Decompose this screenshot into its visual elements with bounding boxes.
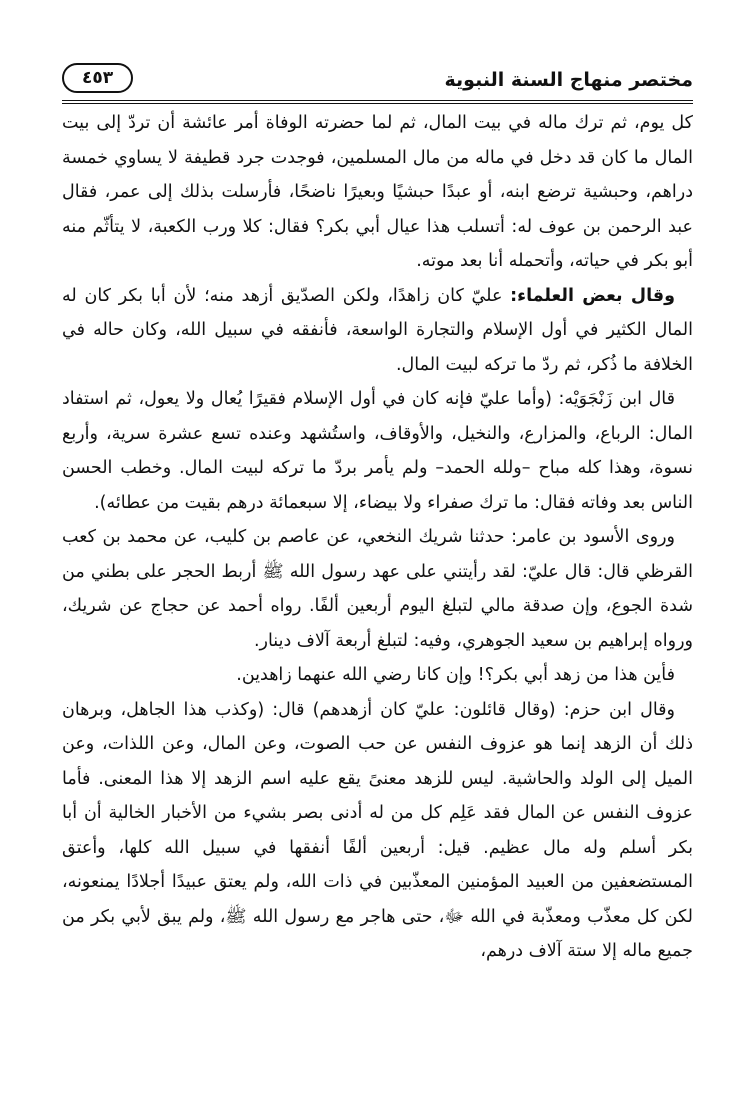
paragraph-text: وروى الأسود بن عامر: حدثنا شريك النخعي، عن عاصم بن كليب، عن محمد بن كعب القرظي قال: قال عليّ: لقد رأيتني على عهد رسول الله ﷺ أربط الحجر على بطني من شدة الجوع، وإن صدقة مالي لتبلغ اليوم أربعين ألفًا. رواه أحمد عن حجاج عن شريك، ورواه إبراهيم بن سعيد الجوهري، وفيه: لتبلغ أربعة آلاف دينار. [62, 527, 693, 651]
paragraph-text: قال ابن زَنْجَوَيْه: (وأما عليّ فإنه كان في أول الإسلام فقيرًا يُعال ولا يعول، ثم استفاد المال: الرباع، والمزارع، والنخيل، والأوقاف، واستُشهد وعنده تسع عشرة سرية، وأربع نسوة، وهذا كله مباح –ولله الحمد– ولم يأمر بردّ ما تركه لبيت المال. وخطب الحسن الناس بعد وفاته فقال: ما ترك صفراء ولا بيضاء، إلا سبعمائة درهم بقيت من عطائه). [62, 389, 693, 513]
header-rule [62, 100, 693, 104]
paragraph-3 [62, 382, 693, 520]
page-body [62, 106, 693, 969]
running-title: مختصر منهاج السنة النبوية [444, 69, 693, 91]
page-number: ٤٥٣ [62, 63, 133, 93]
paragraph-1 [62, 106, 693, 279]
paragraph-text: عليّ كان زاهدًا، ولكن الصدّيق أزهد منه؛ لأن أبا بكر كان له المال الكثير في أول الإسلام والتجارة الواسعة، فأنفقه في سبيل الله، وكان حاله في الخلافة ما ذُكر، ثم ردّ ما تركه لبيت المال. [62, 285, 693, 375]
paragraph-6 [62, 693, 693, 969]
paragraph-text: فأين هذا من زهد أبي بكر؟! وإن كانا رضي الله عنهما زاهدين. [236, 665, 675, 685]
page-header [62, 62, 693, 98]
paragraph-text: وقال ابن حزم: (وقال قائلون: عليّ كان أزهدهم) قال: (وكذب هذا الجاهل، وبرهان ذلك أن الزهد إنما هو عزوف النفس عن حب الصوت، وعن المال، وعن اللذات، وعن الميل إلى الولد والحاشية. ليس للزهد معنىً يقع عليه اسم الزهد إلا هذا المعنى. فأما عزوف النفس عن المال فقد عَلِم كل من له أدنى بصر بشيء من الأخبار الخالية أن أبا بكر أسلم وله مال عظيم. قيل: أربعين ألفًا أنفقها في سبيل الله كلها، وأعتق المستضعفين من العبيد المؤمنين المعذّبين في ذات الله، ولم يعتق عبيدًا أجلادًا يمنعونه، لكن كل معذّب ومعذّبة في الله ﷻ، حتى هاجر مع رسول الله ﷺ، ولم يبق لأبي بكر من جميع ماله إلا ستة آلاف درهم، [62, 699, 693, 961]
paragraph-text: كل يوم، ثم ترك ماله في بيت المال، ثم لما حضرته الوفاة أمر عائشة أن تردّ إلى بيت المال ما كان قد دخل في ماله من مال المسلمين، فوجدت جرد قطيفة لا يساوي خمسة دراهم، وحبشية ترضع ابنه، أو عبدًا حبشيًا وبعيرًا ناضحًا، فأرسلت بذلك إلى عمر، فقال عبد الرحمن بن عوف له: أتسلب هذا عيال أبي بكر؟ فقال: كلا ورب الكعبة، لا يتأثّم منه أبو بكر في حياته، وأتحمله أنا بعد موته. [62, 113, 693, 271]
paragraph-4 [62, 520, 693, 658]
paragraph-lead: وقال بعض العلماء: [510, 285, 675, 306]
paragraph-5 [62, 658, 693, 693]
paragraph-2 [62, 279, 693, 383]
